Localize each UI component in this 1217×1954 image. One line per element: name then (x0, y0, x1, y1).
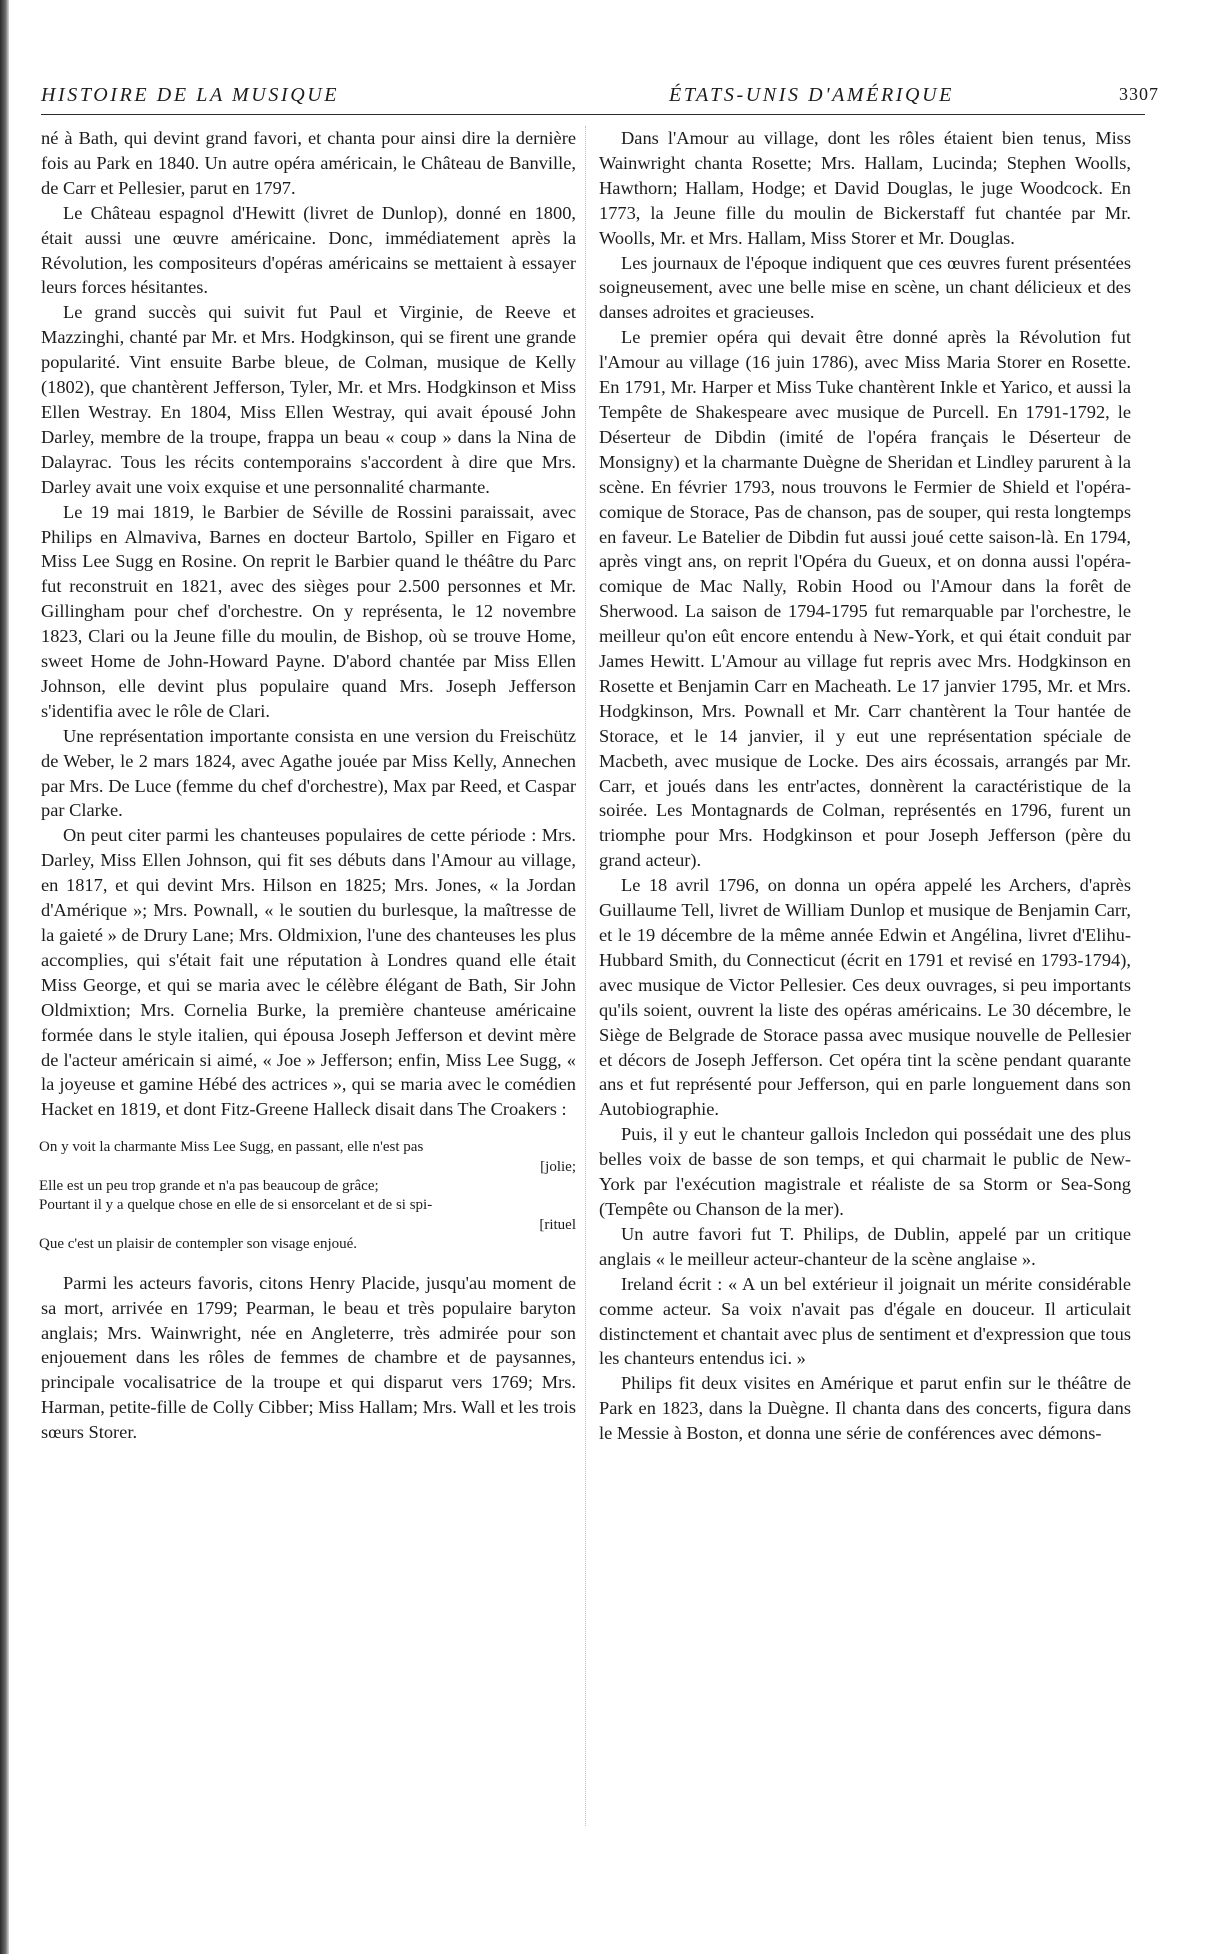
paragraph: Philips fit deux visites en Amérique et parut enfin sur le théâtre de Park en 1823, dans la Duègne. Il chanta dans des concerts, figura dans le Messie à Boston, et donna une série de conférences avec démons- (599, 1373, 1131, 1444)
verse-line-end: [rituel (539, 1216, 576, 1233)
paragraph: Les journaux de l'époque indiquent que ces œuvres furent présentées soigneusement, avec une belle mise en scène, un chant délicieux et des danses adroites et gracieuses. (599, 252, 1131, 323)
paragraph: Parmi les acteurs favoris, citons Henry Placide, jusqu'au moment de sa mort, arrivée en 1799; Pearman, le beau et très populaire baryton anglais; Mrs. Wainwright, née en Angleterre, très admirée pour son enjouement dans les rôles de femmes de chambre et de paysannes, principale vocalisatrice de la troupe et qui disparut vers 1769; Mrs. Harman, petite-fille de Colly Cibber; Miss Hallam; Mrs. Wall et les trois sœurs Storer. (41, 1272, 576, 1443)
paragraph: Un autre favori fut T. Philips, de Dublin, appelé par un critique anglais « le meilleur acteur-chanteur de la scène anglaise ». (599, 1223, 1131, 1269)
verse-line: On y voit la charmante Miss Lee Sugg, en passant, elle n'est pas (39, 1139, 424, 1156)
verse-line: Elle est un peu trop grande et n'a pas beaucoup de grâce; (39, 1178, 379, 1195)
paragraph: On peut citer parmi les chanteuses populaires de cette période : Mrs. Darley, Miss Ellen Johnson, qui fit ses débuts dans l'Amour au village, en 1817, et qui devint Mrs. Hilson en 1825; Mrs. Jones, « la Jordan d'Amérique »; Mrs. Pownall, « le soutien du burlesque, la maîtresse de la gaieté » de Drury Lane; Mrs. Oldmixion, l'une des chanteuses les plus accomplies, qui s'était fait une réputation à Londres quand elle était Miss George, et qui se maria avec le célèbre élégant de Bath, Sir John Oldmixtion; Mrs. Cornelia Burke, la première chanteuse américaine formée dans le style italien, qui épousa Joseph Jefferson et devint mère de l'acteur américain si aimé, « Joe » Jefferson; enfin, Miss Lee Sugg, « la joyeuse et gamine Hébé des actrices », qui se maria avec le comédien Hacket en 1819, et dont Fitz-Greene Halleck disait dans The Croakers : (41, 825, 576, 1120)
paragraph: Le 19 mai 1819, le Barbier de Séville de Rossini paraissait, avec Philips en Almaviva, Barnes en docteur Bartolo, Spiller en Figaro et Miss Lee Sugg en Rosine. On reprit le Barbier quand le théâtre du Parc fut reconstruit en 1821, avec des sièges pour 2.500 personnes et Mr. Gillingham pour chef d'orchestre. On y représenta, le 12 novembre 1823, Clari ou la Jeune fille du moulin, de Bishop, où se trouve Home, sweet Home de John-Howard Payne. D'abord chantée par Miss Ellen Johnson, elle devint plus populaire quand Mrs. Joseph Jefferson s'identifia avec le rôle de Clari. (41, 501, 576, 721)
page-number: 3307 (1119, 84, 1159, 104)
header-right-title: ÉTATS-UNIS D'AMÉRIQUE (669, 84, 954, 106)
paragraph: Puis, il y eut le chanteur gallois Incledon qui possédait une des plus belles voix de basse de son temps, et qui charmait le public de New-York par l'exécution magistrale et réaliste de sa Storm or Sea-Song (Tempête ou Chanson de la mer). (599, 1124, 1131, 1219)
left-column (41, 126, 576, 1445)
verse-quotation (39, 1138, 576, 1254)
header-rule (41, 114, 1145, 115)
verse-line: Pourtant il y a quelque chose en elle de si ensorcelant et de si spi- (39, 1197, 433, 1214)
paragraph: Une représentation importante consista en une version du Freischütz de Weber, le 2 mars 1824, avec Agathe jouée par Miss Kelly, Annechen par Mrs. De Luce (femme du chef d'orchestre), Max par Reed, et Caspar par Clarke. (41, 725, 576, 821)
column-divider (585, 126, 586, 1826)
running-header (41, 84, 1159, 110)
header-left-title: HISTOIRE DE LA MUSIQUE (41, 84, 340, 106)
paragraph: Ireland écrit : « A un bel extérieur il joignait un mérite considérable comme acteur. Sa voix n'avait pas d'égale en douceur. Il articulait distinctement et chantait avec plus de sentiment et d'expression que tous les chanteurs entendus ici. » (599, 1273, 1131, 1369)
paragraph: Le Château espagnol d'Hewitt (livret de Dunlop), donné en 1800, était aussi une œuvre américaine. Donc, immédiatement après la Révolution, les compositeurs d'opéras américains se mettaient à essayer leurs forces hésitantes. (41, 202, 576, 298)
verse-line-end: [jolie; (540, 1158, 576, 1175)
page-binding-edge (0, 0, 9, 1954)
verse-line: Que c'est un plaisir de contempler son visage enjoué. (39, 1236, 358, 1253)
paragraph: Le grand succès qui suivit fut Paul et Virginie, de Reeve et Mazzinghi, chanté par Mr. et Mrs. Hodgkinson, qui se firent une grande popularité. Vint ensuite Barbe bleue, de Colman, musique de Kelly (1802), que chantèrent Jefferson, Tyler, Mr. et Mrs. Hodgkinson et Miss Ellen Westray. En 1804, Miss Ellen Westray, qui avait épousé John Darley, membre de la troupe, frappa un beau « coup » dans la Nina de Dalayrac. Tous les récits contemporains s'accordent à dire que Mrs. Darley avait une voix exquise et une personnalité charmante. (41, 302, 576, 497)
paragraph: Dans l'Amour au village, dont les rôles étaient bien tenus, Miss Wainwright chanta Rosette; Mrs. Hallam, Lucinda; Stephen Woolls, Hawthorn; Hallam, Hodge; et David Douglas, le juge Woodcock. En 1773, la Jeune fille du moulin de Bickerstaff fut chantée par Mr. Woolls, Mr. et Mrs. Hallam, Miss Storer et Mr. Douglas. (599, 128, 1131, 248)
paragraph: Le 18 avril 1796, on donna un opéra appelé les Archers, d'après Guillaume Tell, livret de William Dunlop et musique de Benjamin Carr, et le 19 décembre de la même année Edwin et Angélina, livret d'Elihu-Hubbard Smith, du Connecticut (écrit en 1791 et revisé en 1793-1794), avec musique de Victor Pellesier. Ces deux ouvrages, si peu importants qu'ils soient, ouvrent la liste des opéras américains. Le 30 décembre, le Siège de Belgrade de Storace passa avec musique nouvelle de Pellesier et décors de Joseph Jefferson. Cet opéra tint la scène pendant quarante ans et fut représenté pour Jefferson, qui en parle longuement dans son Autobiographie. (599, 875, 1131, 1120)
paragraph: Le premier opéra qui devait être donné après la Révolution fut l'Amour au village (16 juin 1786), avec Miss Maria Storer en Rosette. En 1791, Mr. Harper et Miss Tuke chantèrent Inkle et Yarico, et aussi la Tempête de Shakespeare avec musique de Purcell. En 1791-1792, le Déserteur de Dibdin (imité de l'opéra français le Déserteur de Monsigny) et la charmante Duègne de Sheridan et Lindley parurent à la scène. En février 1793, nous trouvons le Fermier de Shield et l'opéra-comique de Storace, Pas de chanson, pas de souper, qui resta longtemps en faveur. Le Batelier de Dibdin fut aussi joué cette saison-là. En 1794, après vingt ans, on reprit l'Opéra du Gueux, et on donna aussi l'opéra-comique de Mac Nally, Robin Hood ou l'Amour dans la forêt de Sherwood. La saison de 1794-1795 fut remarquable par l'orchestre, le meilleur qu'on eût encore entendu à New-York, et qui était conduit par James Hewitt. L'Amour au village fut repris avec Mrs. Hodgkinson en Rosette et Benjamin Carr en Macheath. Le 17 janvier 1795, Mr. et Mrs. Hodgkinson, Mrs. Pownall et Mr. Carr chantèrent la Tour hantée de Storace, et le 14 janvier, il y eut une représentation spéciale de Macbeth, avec musique de Locke. Des airs écossais, arrangés par Mr. Carr, et joués dans les entr'actes, donnèrent la caractéristique de la soirée. Les Montagnards de Colman, représentés en 1796, furent un triomphe pour Mrs. Hodgkinson et pour Joseph Jefferson (père du grand acteur). (599, 327, 1131, 871)
right-column (599, 126, 1131, 1446)
paragraph: né à Bath, qui devint grand favori, et chanta pour ainsi dire la dernière fois au Park en 1840. Un autre opéra américain, le Château de Banville, de Carr et Pellesier, parut en 1797. (41, 128, 576, 198)
